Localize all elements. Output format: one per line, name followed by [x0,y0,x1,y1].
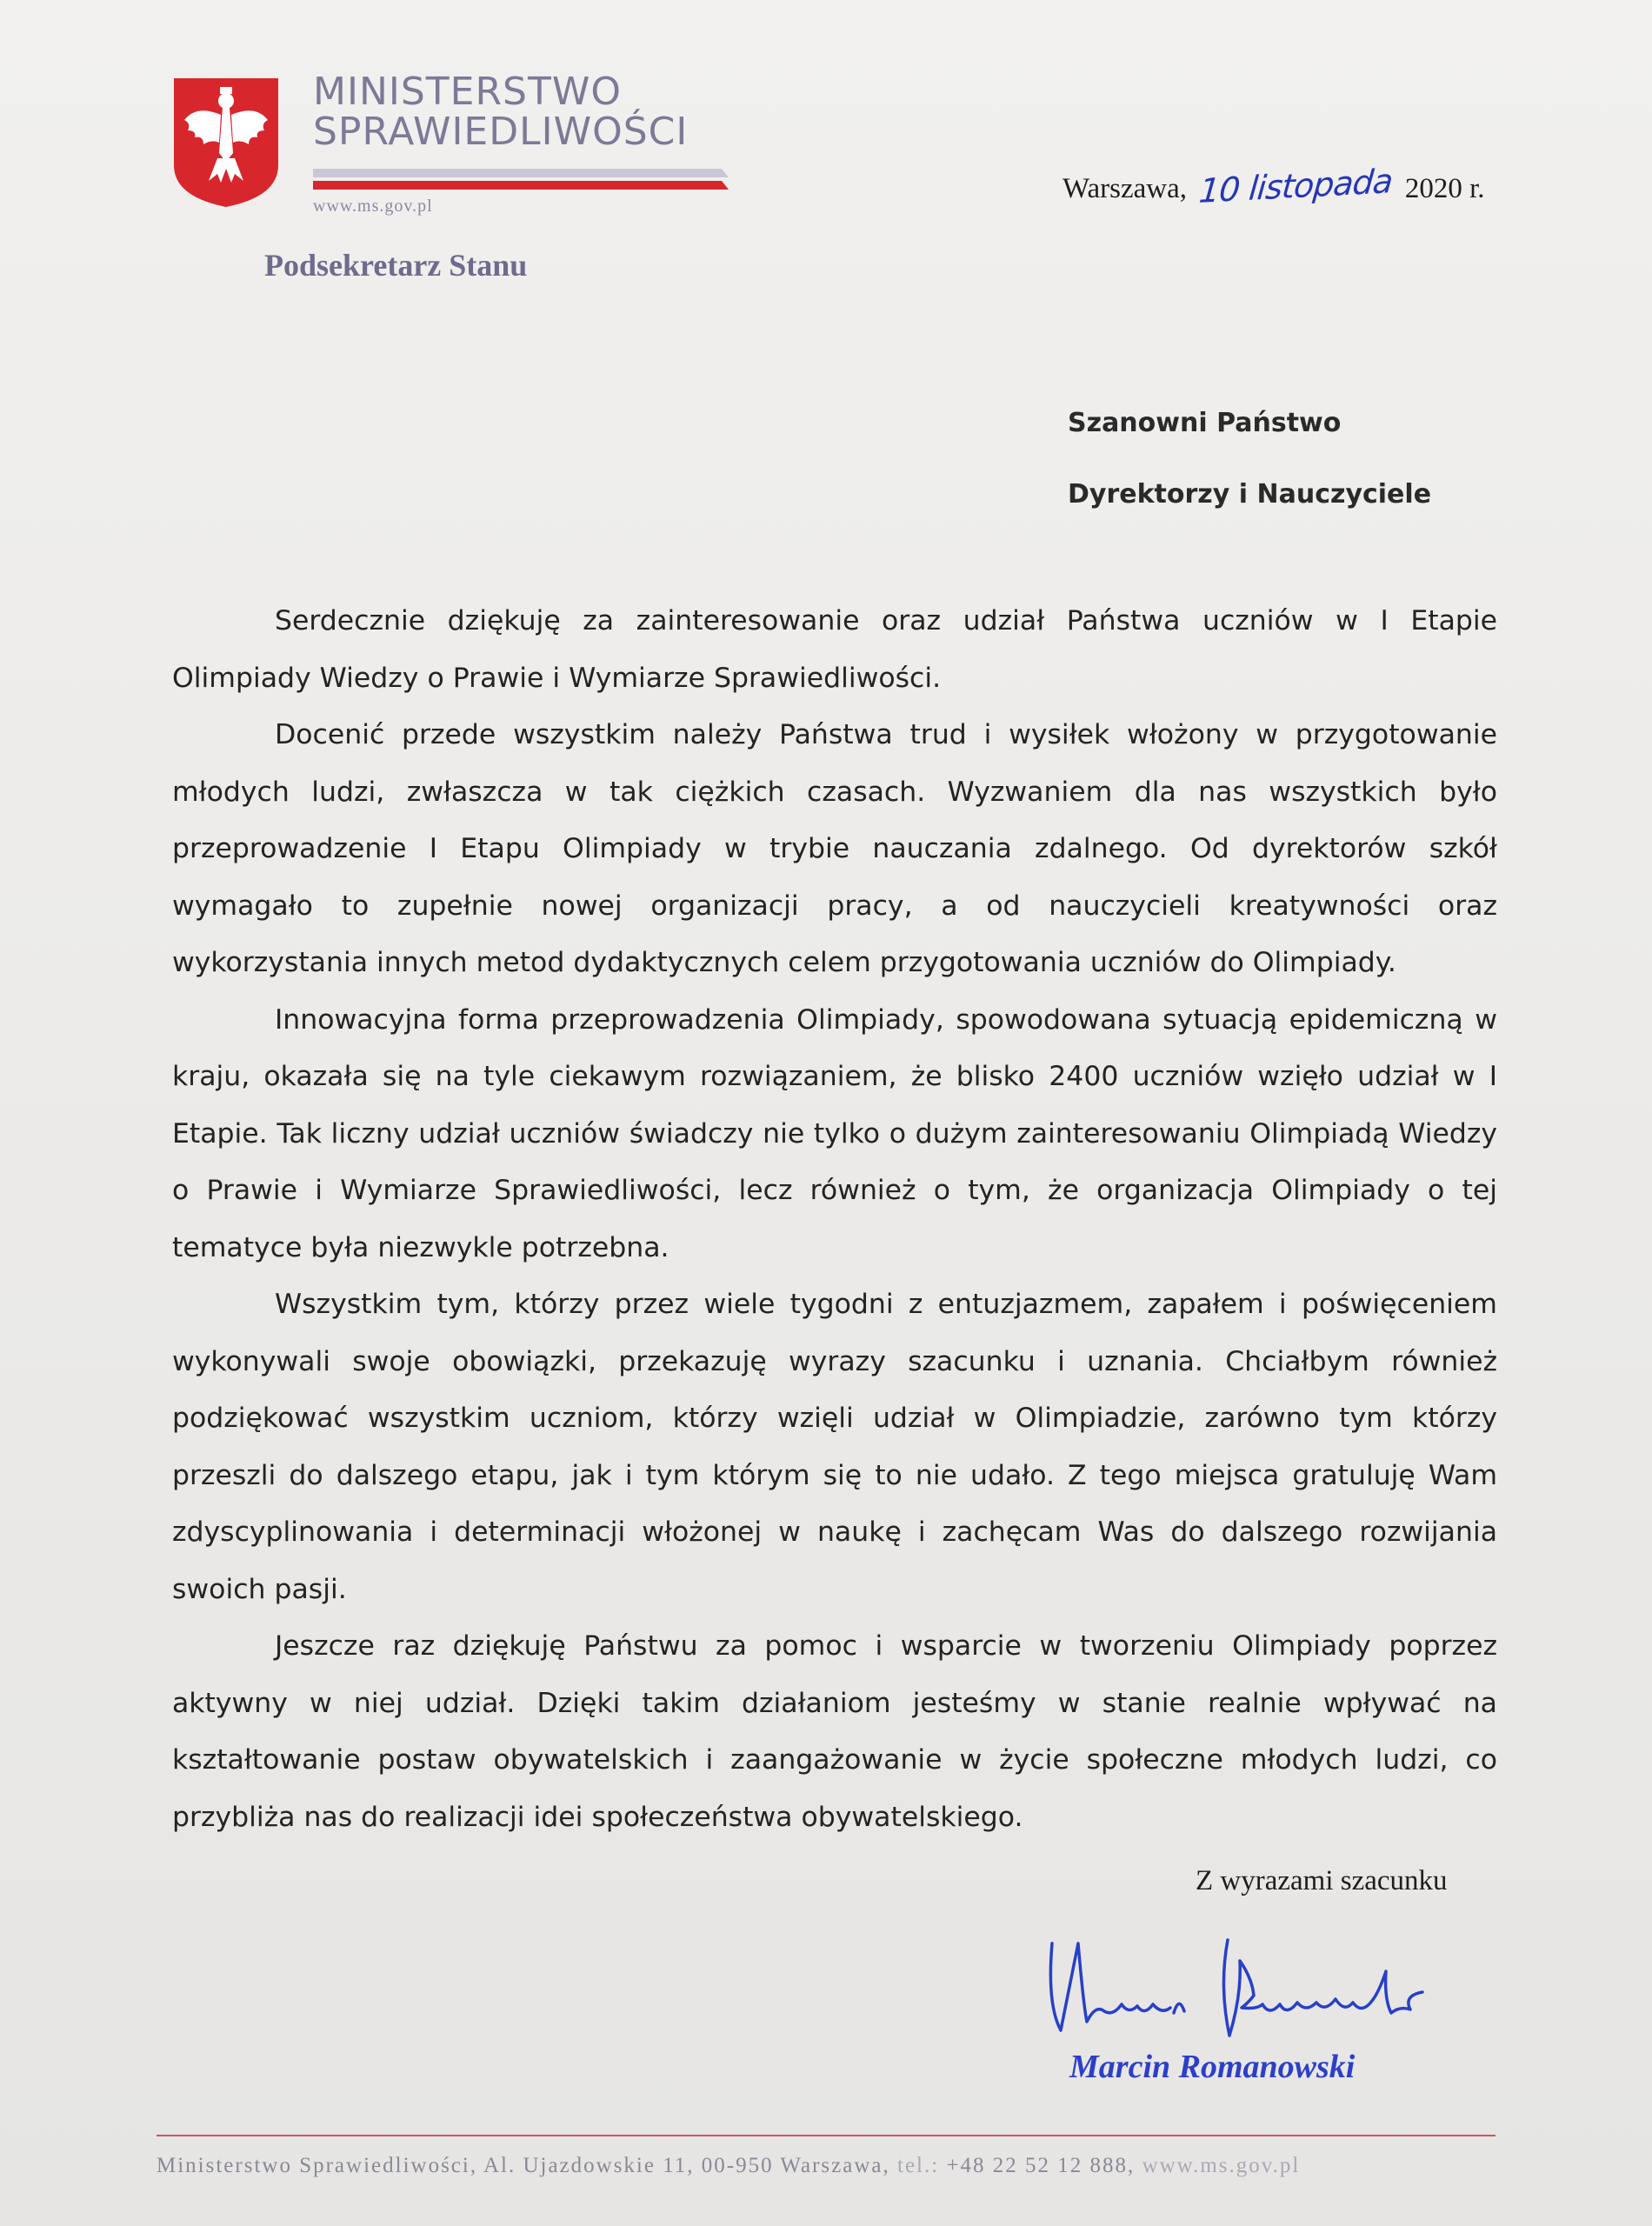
addressee-line2: Dyrektorzy i Nauczyciele [1068,479,1432,510]
position-title: Podsekretarz Stanu [264,248,528,283]
place-date [1062,162,1485,210]
place: Warszawa, [1062,173,1188,204]
ministry-website: www.ms.gov.pl [313,197,433,216]
signer-name: Marcin Romanowski [1069,2049,1356,2085]
flag-stripes-decoration [313,165,730,197]
year: 2020 r. [1404,173,1485,204]
body-paragraph: Wszystkim tym, którzy przez wiele tygodni z entuzjazmem, zapałem i poświęceniem wykonywali swoje obowiązki, przekazuję wyrazy szacunku i uznania. Chciałbym również podziękować wszystkim uczniom, którzy wzięli udział w Olimpiadzie, zarówno tym którzy przeszli do dalszego etapu, jak i tym którym się to nie udało. Z tego miejsca gratuluję Wam zdyscyplinowania i determinacji włożonej w naukę i zachęcam Was do dalszego rozwijania swoich pasji. [172,1289,1497,1605]
polish-eagle-crest-icon [170,75,282,209]
footer-phone-label: tel.: [897,2154,940,2177]
body-paragraph: Serdecznie dziękuję za zainteresowanie oraz udział Państwa uczniów w I Etapie Olimpiady Wiedzy o Prawie i Wymiarze Sprawiedliwości. [172,605,1497,694]
addressee-block [1068,388,1431,530]
footer-phone: +48 22 52 12 888, [946,2154,1136,2177]
body-paragraph: Docenić przede wszystkim należy Państwa trud i wysiłek włożony w przygotowanie młodych ludzi, zwłaszcza w tak ciężkich czasach. Wyzwaniem dla nas wszystkich było przeprowadzenie I Etapu Olimpiady w trybie nauczania zdalnego. Od dyrektorów szkół wymagało to zupełnie nowej organizacji pracy, a od nauczycieli kreatywności oraz wykorzystania innych metod dydaktycznych celem przygotowania uczniów do Olimpiady. [172,719,1497,978]
handwritten-date: 10 listopada [1197,162,1395,210]
footer-contact [157,2154,1513,2178]
body-paragraph: Innowacyjna forma przeprowadzenia Olimpiady, spowodowana sytuacją epidemiczną w kraju, okazała się na tyle ciekawym rozwiązaniem, że blisko 2400 uczniów wzięło udział w I Etapie. Tak liczny udział uczniów świadczy nie tylko o dużym zainteresowaniu Olimpiadą Wiedzy o Prawie i Wymiarze Sprawiedliwości, lecz również o tym, że organizacja Olimpiady o tej tematyce była niezwykle potrzebna. [172,1003,1497,1263]
addressee-line1: Szanowni Państwo [1068,408,1342,438]
body-paragraph: Jeszcze raz dziękuję Państwu za pomoc i wsparcie w tworzeniu Olimpiady poprzez aktywny w niej udział. Dzięki takim działaniom jesteśmy w stanie realnie wpływać na kształtowanie postaw obywatelskich i zaangażowanie w życie społeczne młodych ludzi, co przybliża nas do realizacji idei społeczeństwa obywatelskiego. [172,1630,1497,1833]
footer-website: www.ms.gov.pl [1142,2154,1301,2177]
ministry-name-line1: MINISTERSTWO [313,70,622,114]
ministry-name [313,70,689,154]
closing-salutation: Z wyrazami szacunku [1196,1865,1448,1896]
footer-divider [157,2135,1495,2136]
ministry-name-line2: SPRAWIEDLIWOŚCI [313,110,689,154]
handwritten-signature [1035,1909,1522,2065]
footer-address: Ministerstwo Sprawiedliwości, Al. Ujazdowskie 11, 00-950 Warszawa, [157,2154,890,2177]
letter-body [172,593,1497,1846]
